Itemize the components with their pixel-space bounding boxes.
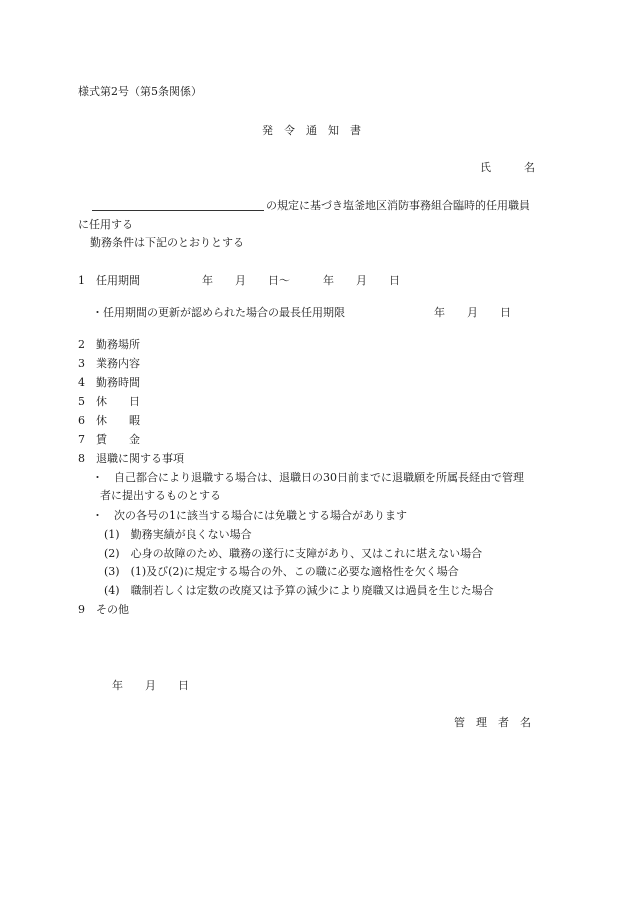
item-number: 4 <box>78 376 85 389</box>
item-label-duties: 業務内容 <box>96 357 140 370</box>
document-title: 発 令 通 知 書 <box>262 124 361 137</box>
renewal-date: 年 月 日 <box>434 306 511 319</box>
item-label-leave: 休 暇 <box>96 414 140 427</box>
renewal-label: ・任用期間の更新が認められた場合の最長任用期限 <box>92 306 345 319</box>
item-number: 5 <box>78 395 85 408</box>
item-number: 6 <box>78 414 85 427</box>
term-number: 1 <box>78 274 85 287</box>
appointment-text: の規定に基づき塩釜地区消防事務組合臨時的任用職員 <box>266 199 530 212</box>
term-dates: 年 月 日～ 年 月 日 <box>202 274 400 287</box>
item-number: 7 <box>78 433 85 446</box>
recipient-name-label: 氏 名 <box>480 161 535 174</box>
dismissal-reason: (2) 心身の故障のため、職務の遂行に支障があり、又はこれに堪えない場合 <box>104 547 483 560</box>
issue-date: 年 月 日 <box>112 679 189 692</box>
dismissal-reason: (4) 職制若しくは定数の改廃又は予算の減少により廃職又は過員を生じた場合 <box>104 584 494 597</box>
retirement-bullet-1-cont: 者に提出するものとする <box>100 489 221 502</box>
retirement-bullet-1: ・ 自己都合により退職する場合は、退職日の30日前までに退職願を所属長経由で管理 <box>92 471 524 484</box>
item-label-retirement: 退職に関する事項 <box>96 452 184 465</box>
item-label-other: その他 <box>96 603 129 616</box>
regulation-blank-line <box>92 210 264 211</box>
item-number: 2 <box>78 338 85 351</box>
form-number: 様式第2号（第5条関係） <box>78 85 202 98</box>
term-label: 任用期間 <box>96 274 140 287</box>
item-label-hours: 勤務時間 <box>96 376 140 389</box>
conditions-intro: 勤務条件は下記のとおりとする <box>90 236 244 249</box>
item-number: 8 <box>78 452 85 465</box>
retirement-bullet-2: ・ 次の各号の1に該当する場合には免職とする場合があります <box>92 509 407 522</box>
dismissal-reason: (3) (1)及び(2)に規定する場合の外、この職に必要な適格性を欠く場合 <box>104 565 459 578</box>
item-number: 3 <box>78 357 85 370</box>
item-label-workplace: 勤務場所 <box>96 338 140 351</box>
item-number: 9 <box>78 603 85 616</box>
appointment-text-line2: に任用する <box>78 218 133 231</box>
item-label-holidays: 休 日 <box>96 395 140 408</box>
dismissal-reason: (1) 勤務実績が良くない場合 <box>104 528 252 541</box>
item-label-wages: 賃 金 <box>96 433 140 446</box>
manager-name-label: 管 理 者 名 <box>454 716 531 729</box>
